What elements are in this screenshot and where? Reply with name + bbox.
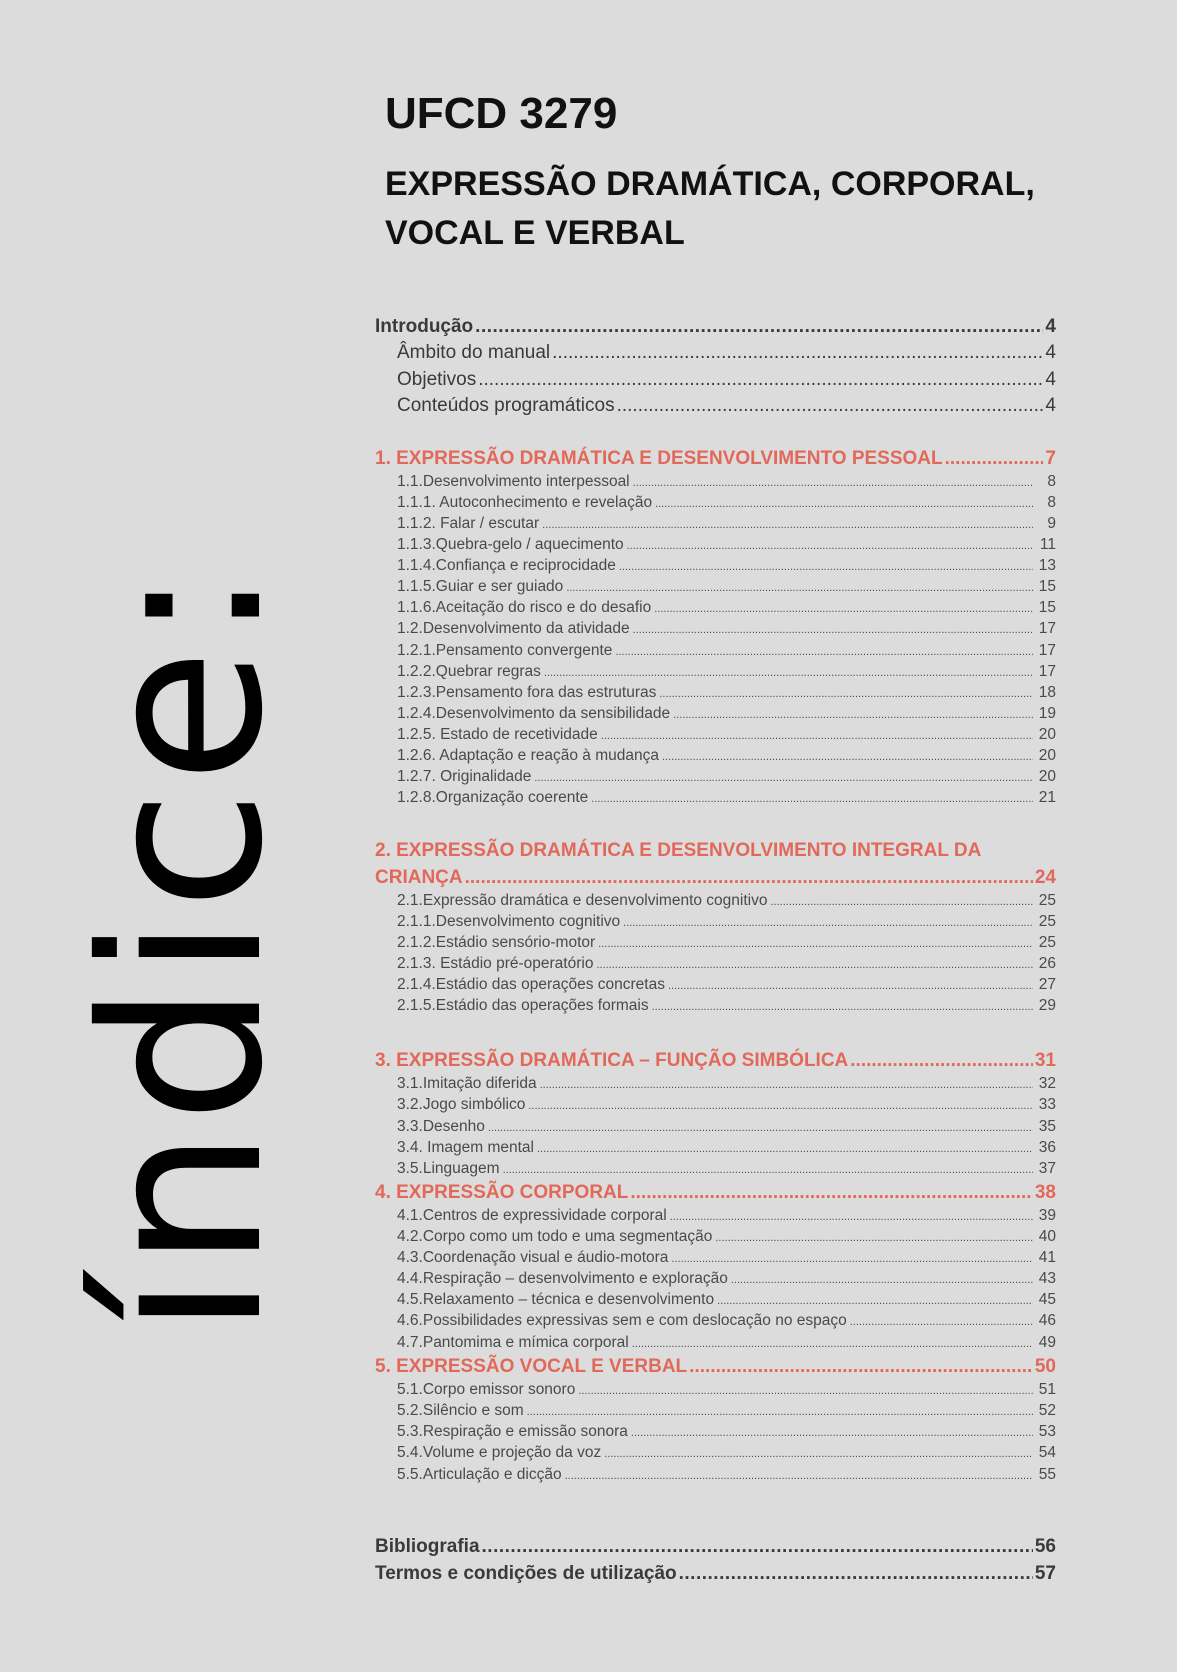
toc-entry[interactable]: 3.2.Jogo simbólico ..... 33 bbox=[397, 1096, 1056, 1114]
toc-chapter-4[interactable]: 4. EXPRESSÃO CORPORAL ..... 38 bbox=[375, 1182, 1056, 1204]
toc-entry[interactable]: 5.5.Articulação e dicção ..... 55 bbox=[397, 1466, 1056, 1484]
toc-entry[interactable]: 1.2.3.Pensamento fora das estruturas ..... 18 bbox=[397, 684, 1056, 702]
toc-entry[interactable]: 2.1.4.Estádio das operações concretas ..... 27 bbox=[397, 976, 1056, 994]
toc-entry[interactable]: 4.7.Pantomima e mímica corporal ..... 49 bbox=[397, 1334, 1056, 1352]
toc-chapter-1[interactable]: 1. EXPRESSÃO DRAMÁTICA E DESENVOLVIMENTO PESSOAL ..... 7 bbox=[375, 448, 1056, 470]
toc-entry[interactable]: 3.1.Imitação diferida ..... 32 bbox=[397, 1075, 1056, 1093]
toc-entry[interactable]: Conteúdos programáticos ..... 4 bbox=[397, 395, 1056, 417]
toc-entry[interactable]: 4.2.Corpo como um todo e uma segmentação ..... 40 bbox=[397, 1228, 1056, 1246]
toc-entry[interactable]: 5.4.Volume e projeção da voz ..... 54 bbox=[397, 1444, 1056, 1462]
toc-entry[interactable]: 1.2.6. Adaptação e reação à mudança ..... 20 bbox=[397, 747, 1056, 765]
toc-entry[interactable]: 1.1.6.Aceitação do risco e do desafio ..... 15 bbox=[397, 599, 1056, 617]
toc-entry[interactable]: 3.5.Linguagem ..... 37 bbox=[397, 1160, 1056, 1178]
toc-entry[interactable]: 1.1.3.Quebra-gelo / aquecimento ..... 11 bbox=[397, 536, 1056, 554]
course-code: UFCD 3279 bbox=[385, 89, 618, 138]
toc-entry[interactable]: 1.2.7. Originalidade ..... 20 bbox=[397, 768, 1056, 786]
toc-entry[interactable]: 2.1.Expressão dramática e desenvolvimento cognitivo ..... 25 bbox=[397, 892, 1056, 910]
toc-entry[interactable]: 1.2.4.Desenvolvimento da sensibilidade ..... 19 bbox=[397, 705, 1056, 723]
toc-entry[interactable]: Objetivos ..... 4 bbox=[397, 369, 1056, 391]
toc-entry[interactable]: Âmbito do manual ..... 4 bbox=[397, 342, 1056, 364]
toc-chapter-2[interactable]: CRIANÇA ..... 24 bbox=[375, 867, 1056, 889]
toc-entry[interactable]: 2.1.3. Estádio pré-operatório ..... 26 bbox=[397, 955, 1056, 973]
toc-entry[interactable]: 3.4. Imagem mental ..... 36 bbox=[397, 1139, 1056, 1157]
toc-entry[interactable]: 1.2.Desenvolvimento da atividade ..... 17 bbox=[397, 620, 1056, 638]
toc-entry[interactable]: 1.2.2.Quebrar regras ..... 17 bbox=[397, 663, 1056, 681]
course-title-line2: VOCAL E VERBAL bbox=[385, 213, 685, 252]
toc-entry[interactable]: 1.2.1.Pensamento convergente ..... 17 bbox=[397, 642, 1056, 660]
toc-entry[interactable]: 1.1.2. Falar / escutar ..... 9 bbox=[397, 515, 1056, 533]
toc-chapter-2-line1[interactable]: 2. EXPRESSÃO DRAMÁTICA E DESENVOLVIMENTO INTEGRAL DA bbox=[375, 840, 982, 861]
toc-entry-termos[interactable]: Termos e condições de utilização ..... 57 bbox=[375, 1563, 1056, 1585]
toc-entry[interactable]: 5.2.Silêncio e som ..... 52 bbox=[397, 1402, 1056, 1420]
toc-entry[interactable]: 1.1.Desenvolvimento interpessoal ..... 8 bbox=[397, 473, 1056, 491]
toc-entry-bibliografia[interactable]: Bibliografia ..... 56 bbox=[375, 1536, 1056, 1558]
toc-entry[interactable]: 1.1.5.Guiar e ser guiado ..... 15 bbox=[397, 578, 1056, 596]
toc-entry[interactable]: 1.2.5. Estado de recetividade ..... 20 bbox=[397, 726, 1056, 744]
side-title-indice: índice: bbox=[55, 562, 311, 1336]
toc-entry[interactable]: 2.1.5.Estádio das operações formais ..... 29 bbox=[397, 997, 1056, 1015]
toc-entry[interactable]: 5.1.Corpo emissor sonoro ..... 51 bbox=[397, 1381, 1056, 1399]
toc-entry[interactable]: 3.3.Desenho ..... 35 bbox=[397, 1118, 1056, 1136]
toc-entry[interactable]: 1.1.1. Autoconhecimento e revelação ..... 8 bbox=[397, 494, 1056, 512]
toc-chapter-3[interactable]: 3. EXPRESSÃO DRAMÁTICA – FUNÇÃO SIMBÓLICA ..... 31 bbox=[375, 1050, 1056, 1072]
toc-entry[interactable]: 4.3.Coordenação visual e áudio-motora ..... 41 bbox=[397, 1249, 1056, 1267]
toc-entry[interactable]: 1.1.4.Confiança e reciprocidade ..... 13 bbox=[397, 557, 1056, 575]
toc-chapter-5[interactable]: 5. EXPRESSÃO VOCAL E VERBAL ..... 50 bbox=[375, 1356, 1056, 1378]
course-title-line1: EXPRESSÃO DRAMÁTICA, CORPORAL, bbox=[385, 165, 1035, 204]
toc-entry[interactable]: 4.5.Relaxamento – técnica e desenvolvimento ..... 45 bbox=[397, 1291, 1056, 1309]
toc-entry[interactable]: 4.4.Respiração – desenvolvimento e exploração ..... 43 bbox=[397, 1270, 1056, 1288]
toc-entry[interactable]: 5.3.Respiração e emissão sonora ..... 53 bbox=[397, 1423, 1056, 1441]
toc-entry[interactable]: 2.1.2.Estádio sensório-motor ..... 25 bbox=[397, 934, 1056, 952]
toc-entry[interactable]: 1.2.8.Organização coerente ..... 21 bbox=[397, 789, 1056, 807]
toc-entry[interactable]: 2.1.1.Desenvolvimento cognitivo ..... 25 bbox=[397, 913, 1056, 931]
toc-entry[interactable]: 4.1.Centros de expressividade corporal ..... 39 bbox=[397, 1207, 1056, 1225]
toc-entry[interactable]: 4.6.Possibilidades expressivas sem e com deslocação no espaço ..... 46 bbox=[397, 1312, 1056, 1330]
toc-entry-introducao[interactable]: Introdução ..... 4 bbox=[375, 316, 1056, 338]
